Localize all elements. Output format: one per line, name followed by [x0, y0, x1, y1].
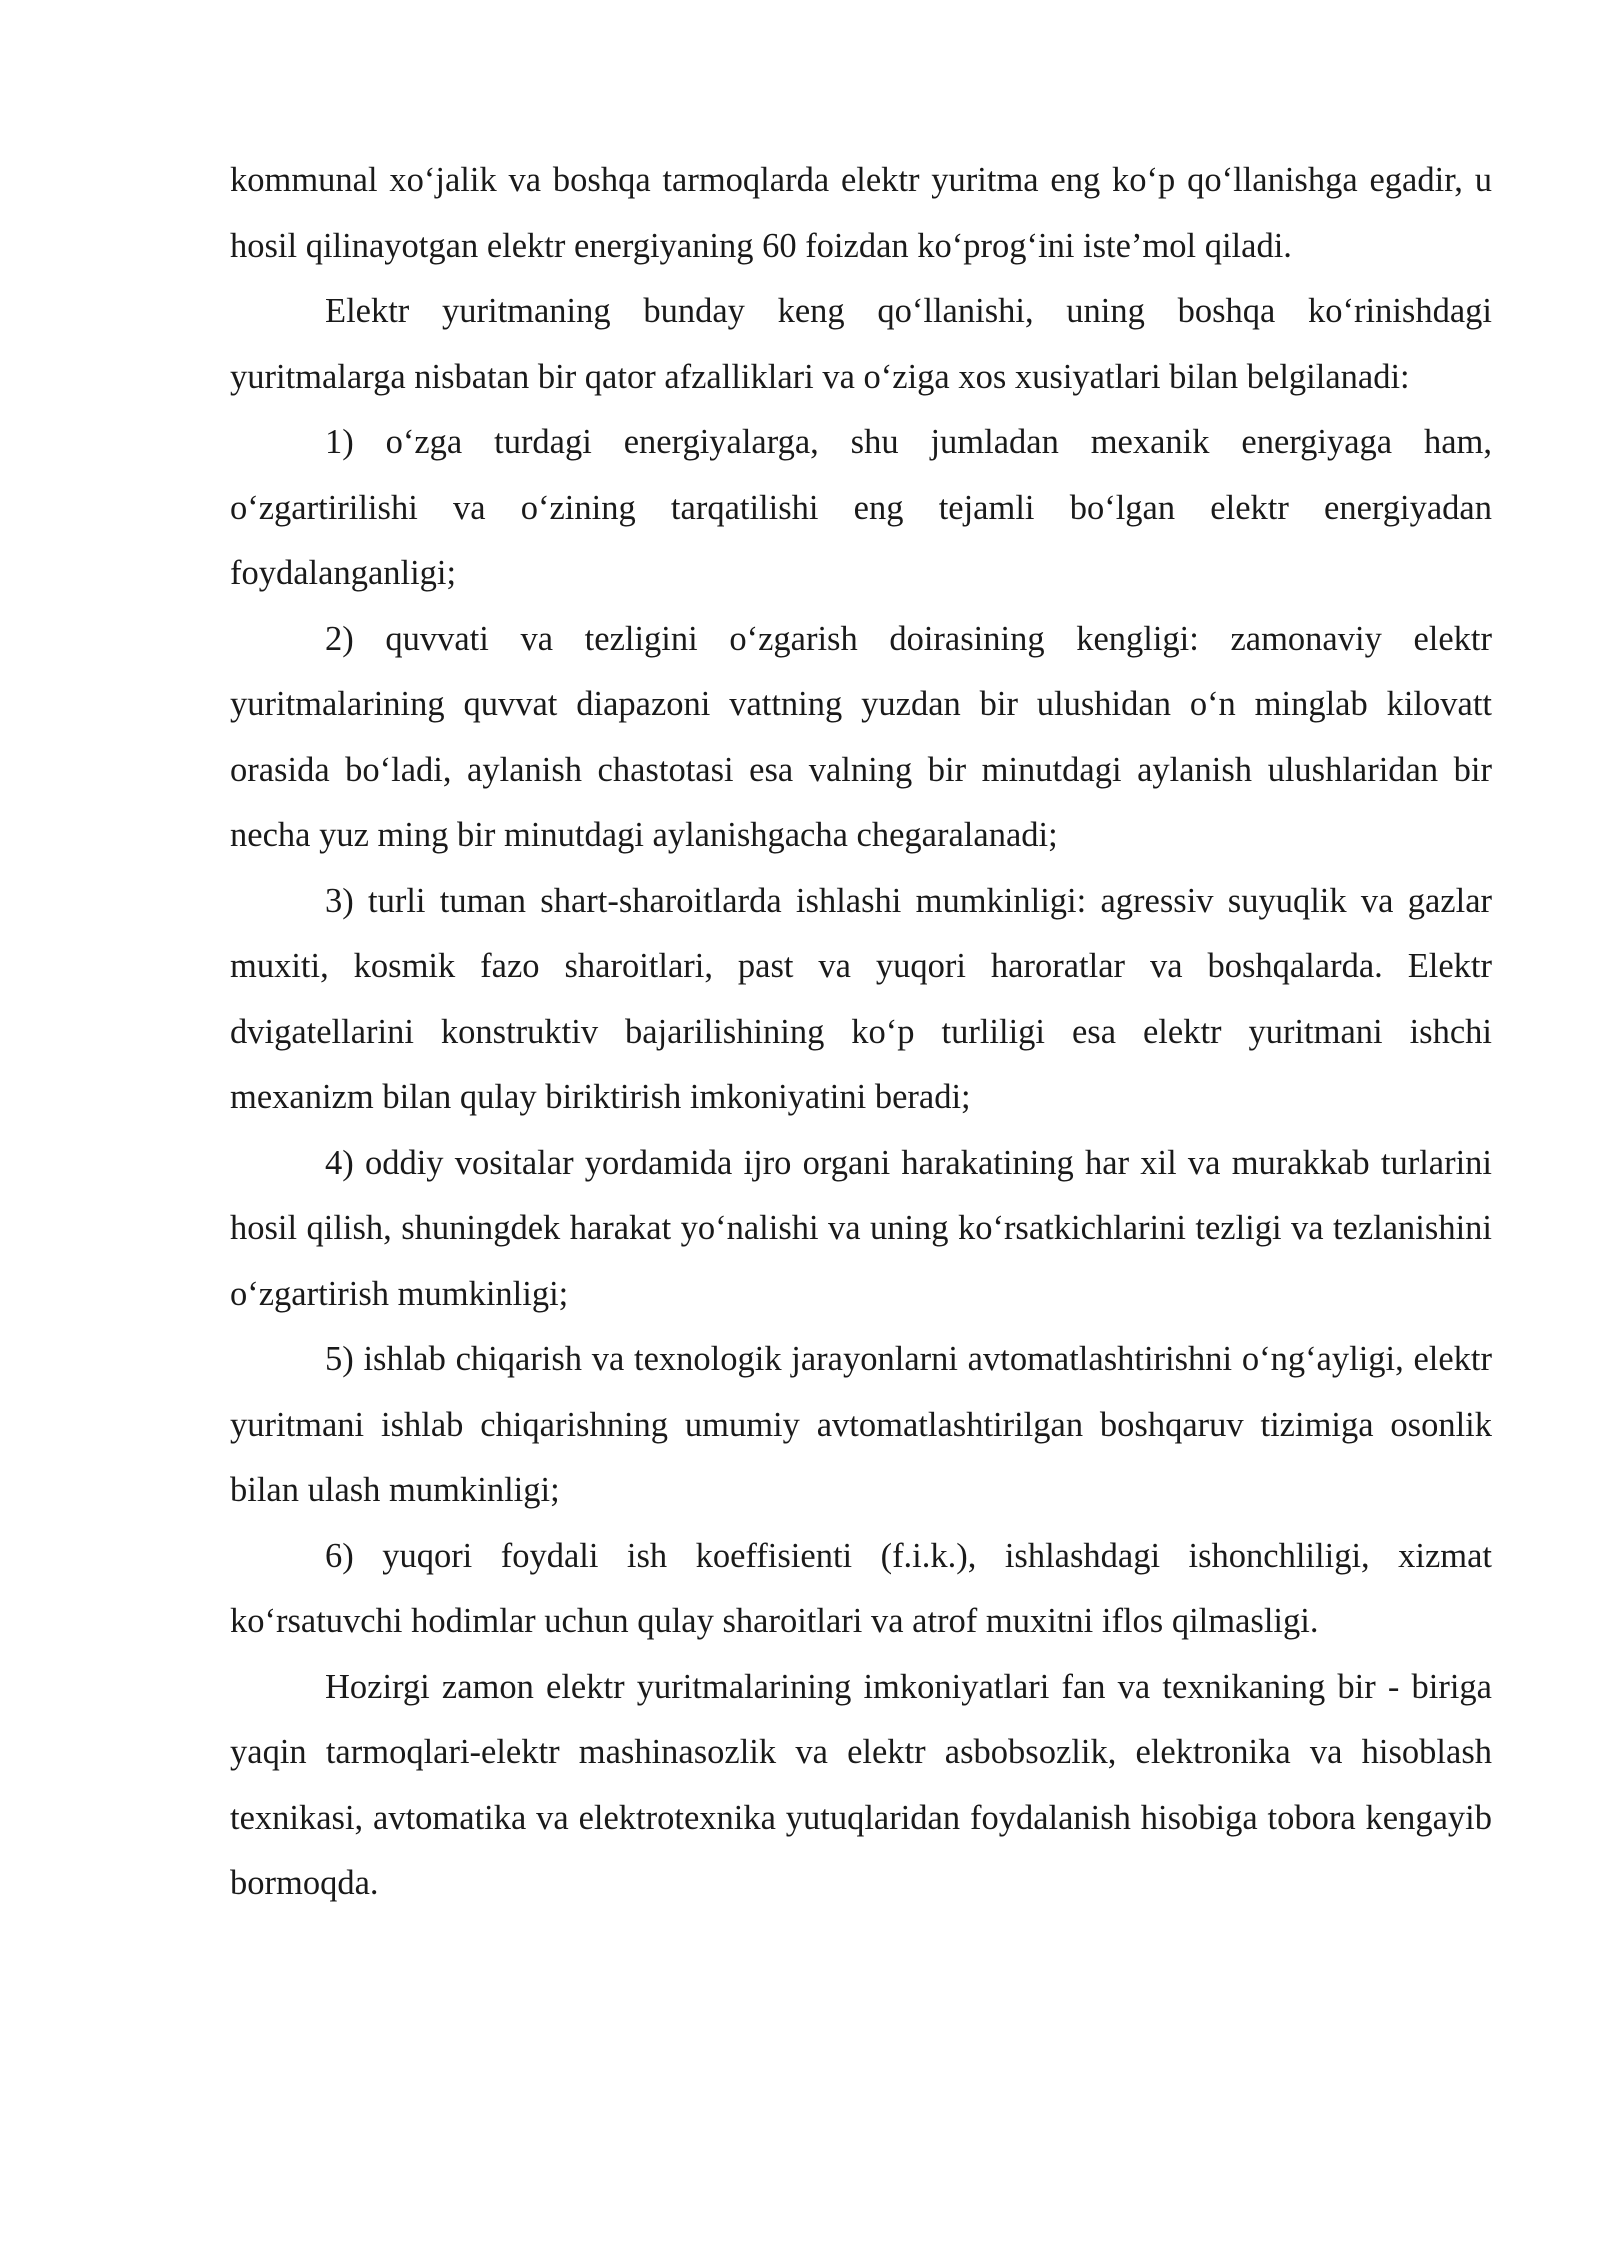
list-item-4: 4) oddiy vositalar yordamida ijro organi harakatining har xil va murakkab turlarini hosil qilish, shuningdek harakat yo‘nalishi va uning ko‘rsatkichlarini tezligi va tezlanishini o‘zgartirish mumkinligi;	[230, 1143, 1492, 1313]
list-item-5: 5) ishlab chiqarish va texnologik jarayonlarni avtomatlashtirishni o‘ng‘ayligi, elektr yuritmani ishlab chiqarishning umumiy avtomatlashtirilgan boshqaruv tizimiga osonlik bilan ulash mumkinligi;	[230, 1340, 1492, 1509]
paragraph-intro: Elektr yuritmaning bunday keng qo‘llanishi, uning boshqa ko‘rinishdagi yuritmalarga nisbatan bir qator afzalliklari va o‘ziga xos xusiyatlari bilan belgilanadi:	[230, 292, 1492, 396]
paragraph-continuation: kommunal xo‘jalik va boshqa tarmoqlarda elektr yuritma eng ko‘p qo‘llanishga egadir, u hosil qilinayotgan elektr energiyaning 60 foizdan ko‘prog‘ini iste’mol qiladi.	[230, 161, 1492, 265]
document-body	[230, 148, 1492, 1917]
list-item-3: 3) turli tuman shart-sharoitlarda ishlashi mumkinligi: agressiv suyuqlik va gazlar muxiti, kosmik fazo sharoitlari, past va yuqori haroratlar va boshqalarda. Elektr dvigatellarini konstruktiv bajarilishining ko‘p turliligi esa elektr yuritmani ishchi mexanizm bilan qulay biriktirish imkoniyatini beradi;	[230, 881, 1492, 1116]
list-item-6: 6) yuqori foydali ish koeffisienti (f.i.k.), ishlashdagi ishonchliligi, xizmat ko‘rsatuvchi hodimlar uchun qulay sharoitlari va atrof muxitni iflos qilmasligi.	[230, 1536, 1492, 1640]
list-item-2: 2) quvvati va tezligini o‘zgarish doirasining kengligi: zamonaviy elektr yuritmalarining quvvat diapazoni vattning yuzdan bir ulushidan o‘n minglab kilovatt orasida bo‘ladi, aylanish chastotasi esa valning bir minutdagi aylanish ulushlaridan bir necha yuz ming bir minutdagi aylanishgacha chegaralanadi;	[230, 619, 1492, 854]
paragraph-conclusion: Hozirgi zamon elektr yuritmalarining imkoniyatlari fan va texnikaning bir - biriga yaqin tarmoqlari-elektr mashinasozlik va elektr asbobsozlik, elektronika va hisoblash texnikasi, avtomatika va elektrotexnika yutuqlaridan foydalanish hisobiga tobora kengayib bormoqda.	[230, 1667, 1492, 1902]
list-item-1: 1) o‘zga turdagi energiyalarga, shu jumladan mexanik energiyaga ham, o‘zgartirilishi va o‘zining tarqatilishi eng tejamli bo‘lgan elektr energiyadan foydalanganligi;	[230, 423, 1492, 592]
